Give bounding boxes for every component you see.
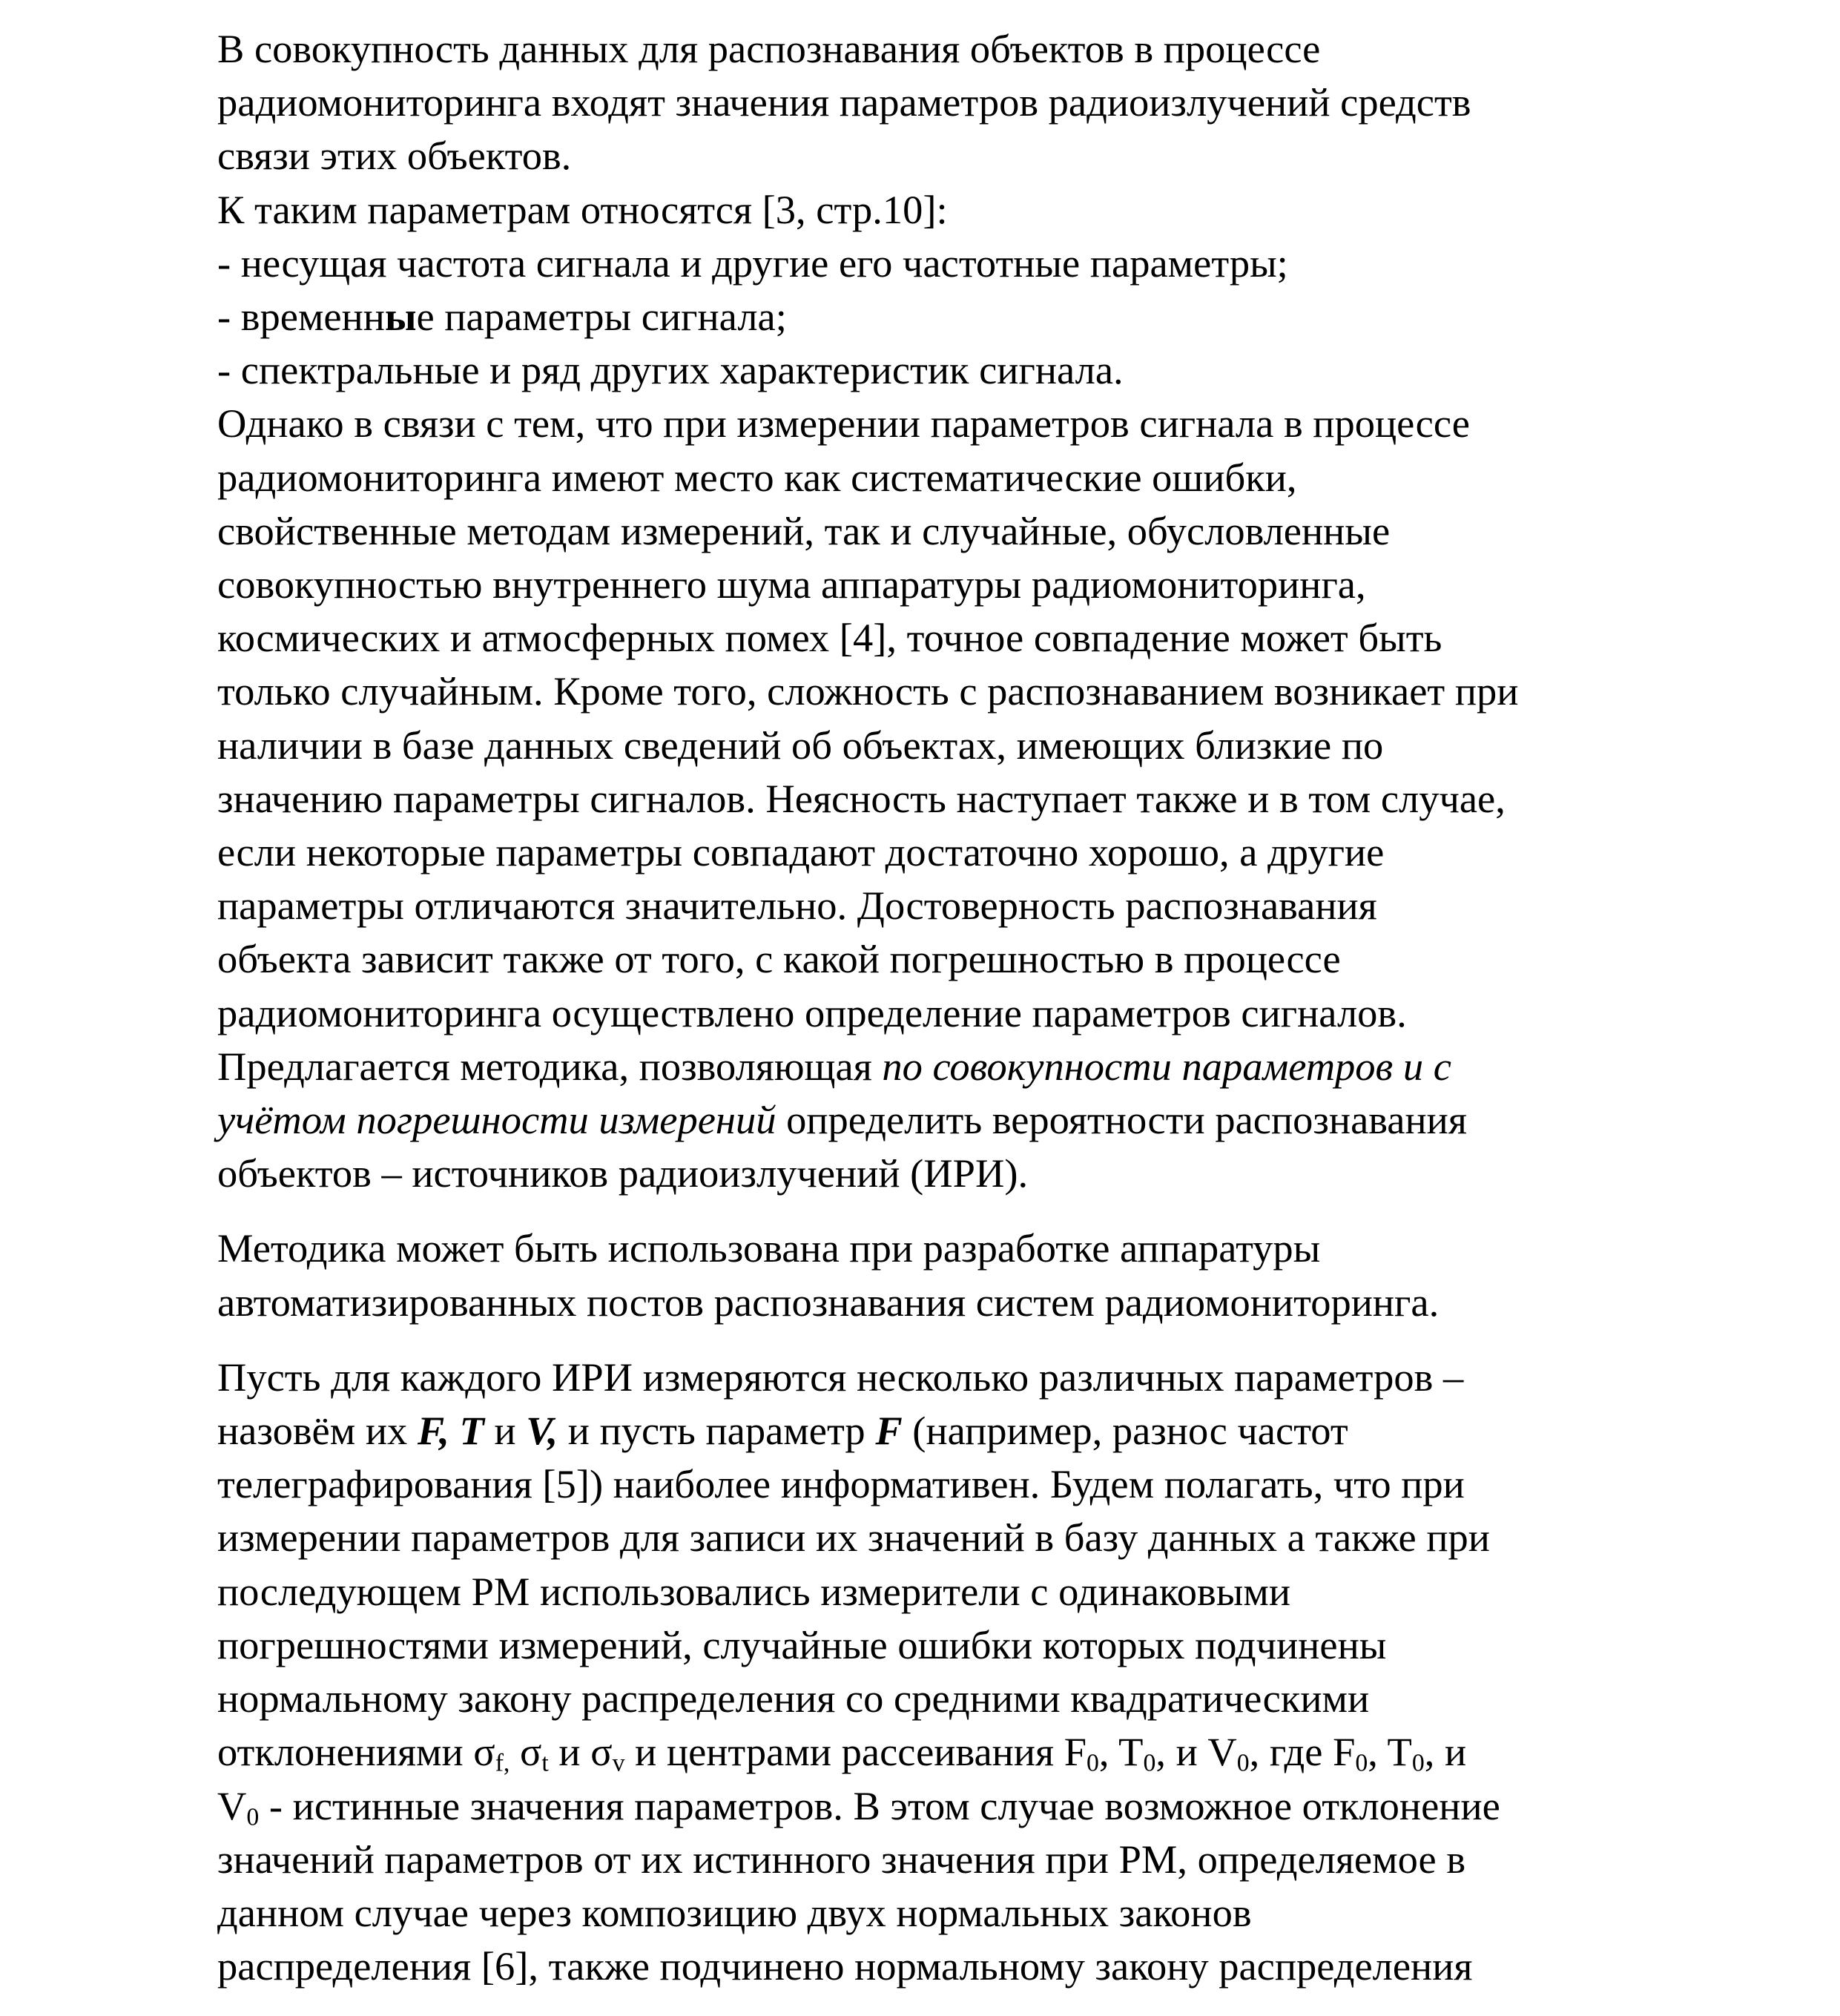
text-line: связи этих объектов.: [217, 133, 572, 179]
italic-text-run: учётом погрешности измерений: [217, 1097, 776, 1143]
text-run: , и V: [1155, 1729, 1237, 1775]
subscript: f,: [495, 1749, 510, 1777]
text-run: , T: [1368, 1729, 1412, 1775]
text-line: значению параметры сигналов. Неясность наступает также и в том случае,: [217, 775, 1506, 821]
text-line: К таким параметрам относятся [3, стр.10]:: [217, 186, 948, 232]
italic-text-run: по совокупности параметров и с: [882, 1043, 1451, 1089]
text-line: телеграфирования [5]) наиболее информативен. Будем полагать, что при: [217, 1461, 1465, 1507]
text-line: [217, 1093, 1626, 1147]
paragraph-measurement-errors: [217, 397, 1626, 1039]
text-run: и центрами рассеивания F: [624, 1729, 1087, 1775]
text-run: определить вероятности распознавания: [776, 1097, 1467, 1143]
text-line: радиомониторинга входят значения параметров радиоизлучений средств: [217, 79, 1471, 125]
text-line: измерении параметров для записи их значений в базу данных а также при: [217, 1515, 1490, 1561]
text-line-with-subscripts: [217, 1725, 1626, 1779]
text-run: - истинные значения параметров. В этом случае возможное отклонение: [259, 1782, 1500, 1828]
text-run: σ: [510, 1729, 542, 1775]
text-line: автоматизированных постов распознавания систем радиомониторинга.: [217, 1279, 1440, 1325]
list-item: - несущая частота сигнала и другие его частотные параметры;: [217, 240, 1288, 286]
parameter-symbol: F, T: [417, 1408, 484, 1454]
subscript: 0: [1143, 1749, 1156, 1777]
text-run: Предлагается методика, позволяющая: [217, 1043, 883, 1089]
text-line: радиомониторинга осуществлено определение параметров сигналов.: [217, 989, 1407, 1035]
text-run: отклонениями σ: [217, 1729, 495, 1775]
text-line: Методика может быть использована при разработке аппаратуры: [217, 1225, 1321, 1271]
paragraph-proposed-method: [217, 1040, 1626, 1201]
text-run: и σ: [548, 1729, 613, 1775]
document-page: [217, 22, 1626, 1993]
text-line: значений параметров от их истинного значения при РМ, определяемое в: [217, 1836, 1466, 1882]
text-run: и пусть параметр: [558, 1408, 876, 1454]
subscript: v: [612, 1749, 625, 1777]
subscript: t: [541, 1749, 549, 1777]
text-line: последующем РМ использовались измерители с одинаковыми: [217, 1568, 1290, 1614]
text-line: нормальному закону распределения со средними квадратическими: [217, 1676, 1370, 1722]
text-line: [217, 1404, 1626, 1457]
parameter-symbol: V,: [526, 1408, 558, 1454]
text-run: и: [484, 1408, 527, 1454]
text-line: радиомониторинга имеют место как систематические ошибки,: [217, 454, 1297, 500]
text-line: В совокупность данных для распознавания объектов в процессе: [217, 26, 1321, 71]
subscript: 0: [246, 1802, 260, 1831]
paragraph-spacing: [217, 1200, 1626, 1222]
text-line: объекта зависит также от того, с какой погрешностью в процессе: [217, 936, 1341, 982]
text-line: свойственные методам измерений, так и случайные, обусловленные: [217, 507, 1391, 553]
subscript: 0: [1236, 1749, 1250, 1777]
text-line: если некоторые параметры совпадают достаточно хорошо, а другие: [217, 829, 1385, 875]
text-run: , T: [1098, 1729, 1144, 1775]
text-run: е параметры сигнала;: [416, 294, 787, 340]
text-line: Пусть для каждого ИРИ измеряются несколько различных параметров –: [217, 1354, 1464, 1400]
text-line: Однако в связи с тем, что при измерении параметров сигнала в процессе: [217, 401, 1470, 447]
text-line: космических и атмосферных помех [4], точное совпадение может быть: [217, 615, 1442, 661]
bold-text-run: ы: [384, 294, 417, 340]
text-line: только случайным. Кроме того, сложность с распознаванием возникает при: [217, 668, 1519, 714]
paragraph-spacing: [217, 1329, 1626, 1351]
subscript: 0: [1411, 1749, 1425, 1777]
text-line: объектов – источников радиоизлучений (ИРИ).: [217, 1150, 1029, 1196]
paragraph-parameters-model: [217, 1351, 1626, 1993]
text-run: назовём их: [217, 1408, 418, 1454]
paragraph-parameter-list: [217, 183, 1626, 398]
paragraph-data-composition: [217, 22, 1626, 183]
text-run: , где F: [1249, 1729, 1356, 1775]
subscript: 0: [1355, 1749, 1368, 1777]
text-line: данном случае через композицию двух нормальных законов: [217, 1889, 1252, 1935]
text-line: наличии в базе данных сведений об объектах, имеющих близкие по: [217, 722, 1384, 768]
subscript: 0: [1086, 1749, 1099, 1777]
text-line-with-subscripts: [217, 1779, 1626, 1833]
text-run: V: [217, 1782, 247, 1828]
text-line: [217, 1040, 1626, 1093]
list-item: - спектральные и ряд других характеристик сигнала.: [217, 347, 1124, 393]
text-line: погрешностями измерений, случайные ошибки которых подчинены: [217, 1621, 1387, 1667]
text-run: , и: [1424, 1729, 1467, 1775]
list-item: [217, 290, 1626, 343]
text-line: распределения [6], также подчинено нормальному закону распределения: [217, 1943, 1473, 1989]
paragraph-method-usage: [217, 1222, 1626, 1328]
text-line: параметры отличаются значительно. Достоверность распознавания: [217, 883, 1377, 929]
text-run: (например, разнос частот: [902, 1408, 1348, 1454]
text-run: - временн: [217, 294, 385, 340]
parameter-symbol: F: [875, 1408, 903, 1454]
text-line: совокупностью внутреннего шума аппаратуры радиомониторинга,: [217, 561, 1366, 607]
